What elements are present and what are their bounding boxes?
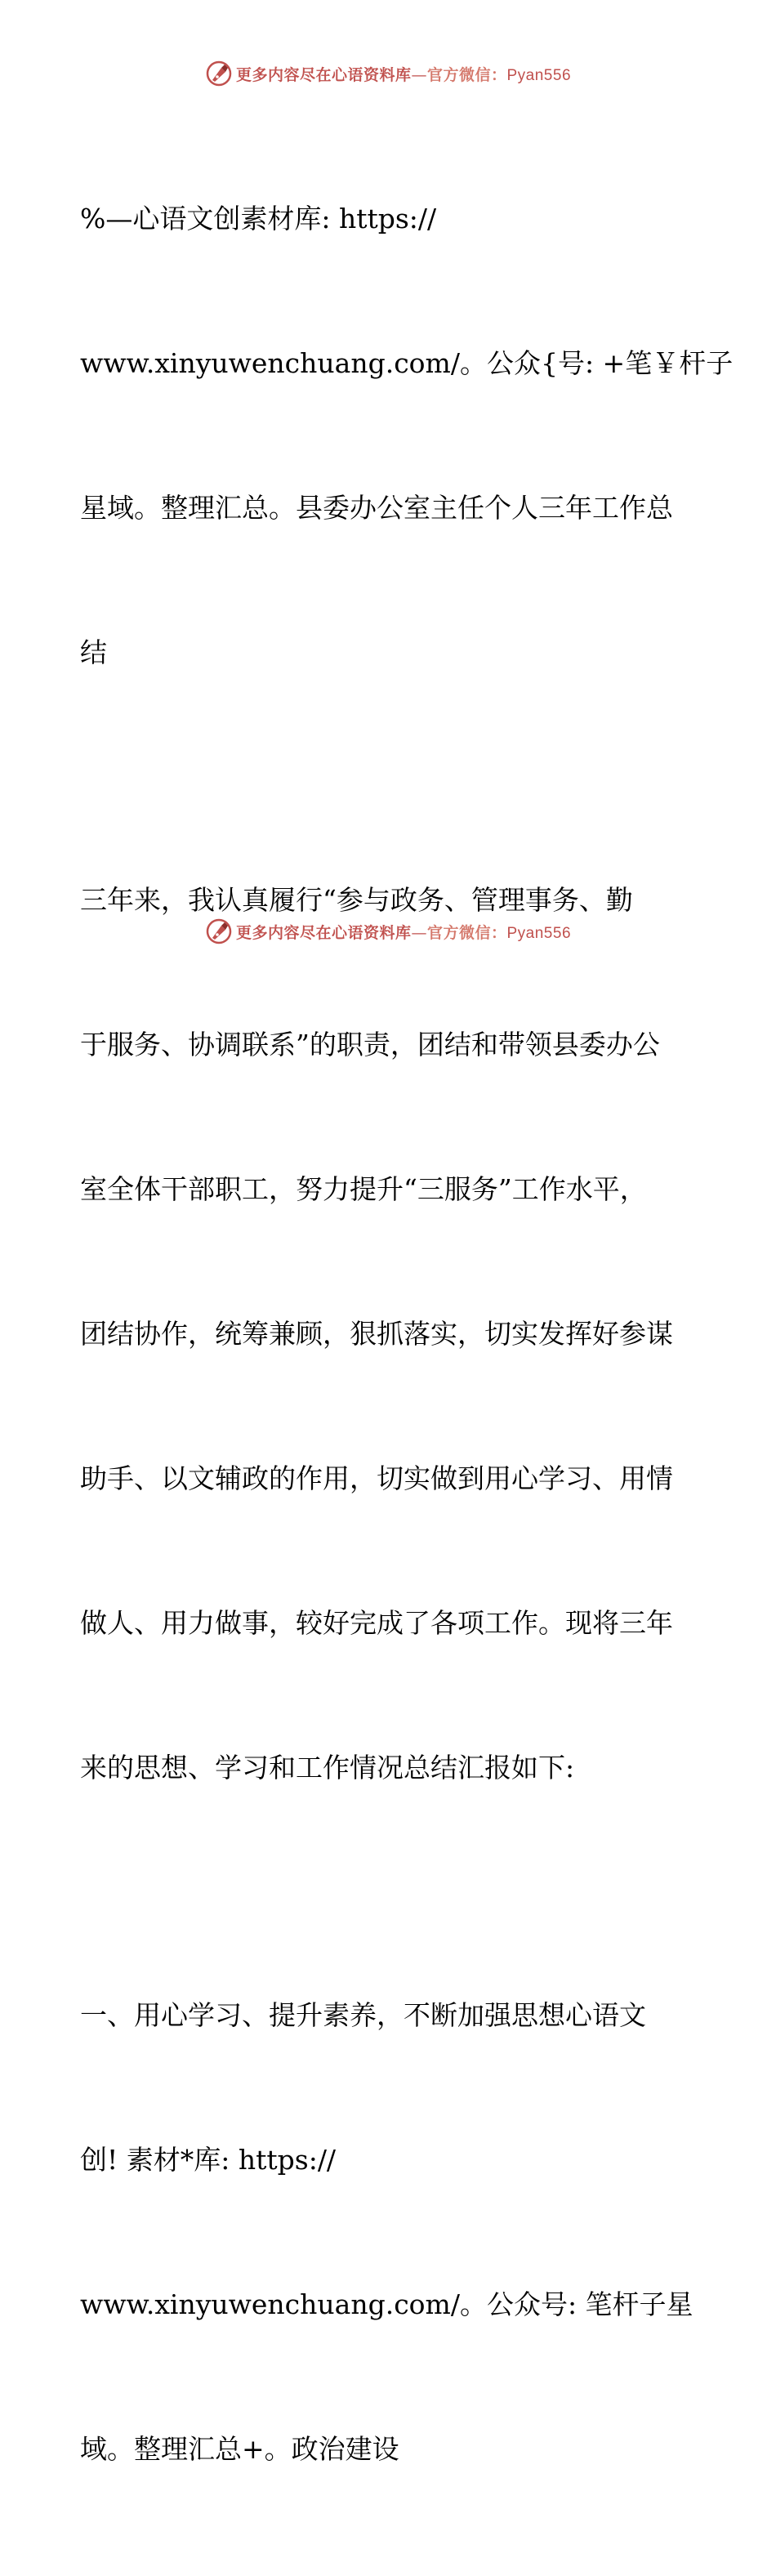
text-line: 一、用心学习、提升素养，不断加强思想心语文 [80,1999,646,2031]
watermark-dash: — [411,923,427,942]
watermark-text [236,921,571,943]
watermark-account: Pyan556 [506,924,572,942]
text-line: 团结协作，统筹兼顾，狠抓落实，切实发挥好参谋 [80,1318,673,1350]
footer-watermark [0,913,776,949]
text-line: 三年来，我认真履行“参与政务、管理事务、勤 [80,884,633,916]
pen-nib-logo-icon [205,917,233,945]
text-line: %—心语文创素材库: https:// [80,203,437,234]
text-line: 室全体干部职工，努力提升“三服务”工作水平， [80,1173,647,1205]
watermark-wechat-label: 官方微信： [426,65,507,84]
document-body [80,98,734,2576]
text-line: 助手、以文辅政的作用，切实做到用心学习、用情 [80,1462,673,1494]
text-line: www.xinyuwenchuang.com/。公众号: 笔杆子星 [80,2288,693,2320]
text-line: 来的思想、学习和工作情况总结汇报如下: [80,1752,575,1784]
text-line: 创! 素材*库: https:// [80,2144,337,2176]
text-line: www.xinyuwenchuang.com/。公众{号: +笔￥杆子 [80,347,734,379]
watermark-brand: 更多内容尽在心语资料库 [235,65,412,84]
watermark-text [236,63,571,85]
watermark-wechat-label: 官方微信： [426,923,507,942]
header-watermark [0,56,776,92]
paragraph-3 [80,1895,701,2569]
watermark-dash: — [411,65,427,84]
text-line: 于服务、协调联系”的职责，团结和带领县委办公 [80,1029,660,1060]
pen-nib-logo-icon [205,60,233,87]
text-line: 做人、用力做事，较好完成了各项工作。现将三年 [80,1607,673,1639]
text-line: 域。整理汇总+。政治建设 [80,2433,399,2465]
watermark-account: Pyan556 [506,66,572,84]
paragraph-1 [80,98,734,773]
watermark-brand: 更多内容尽在心语资料库 [235,923,412,942]
text-line: 星域。整理汇总。县委办公室主任个人三年工作总 [80,492,673,524]
text-line: 结 [80,636,107,668]
